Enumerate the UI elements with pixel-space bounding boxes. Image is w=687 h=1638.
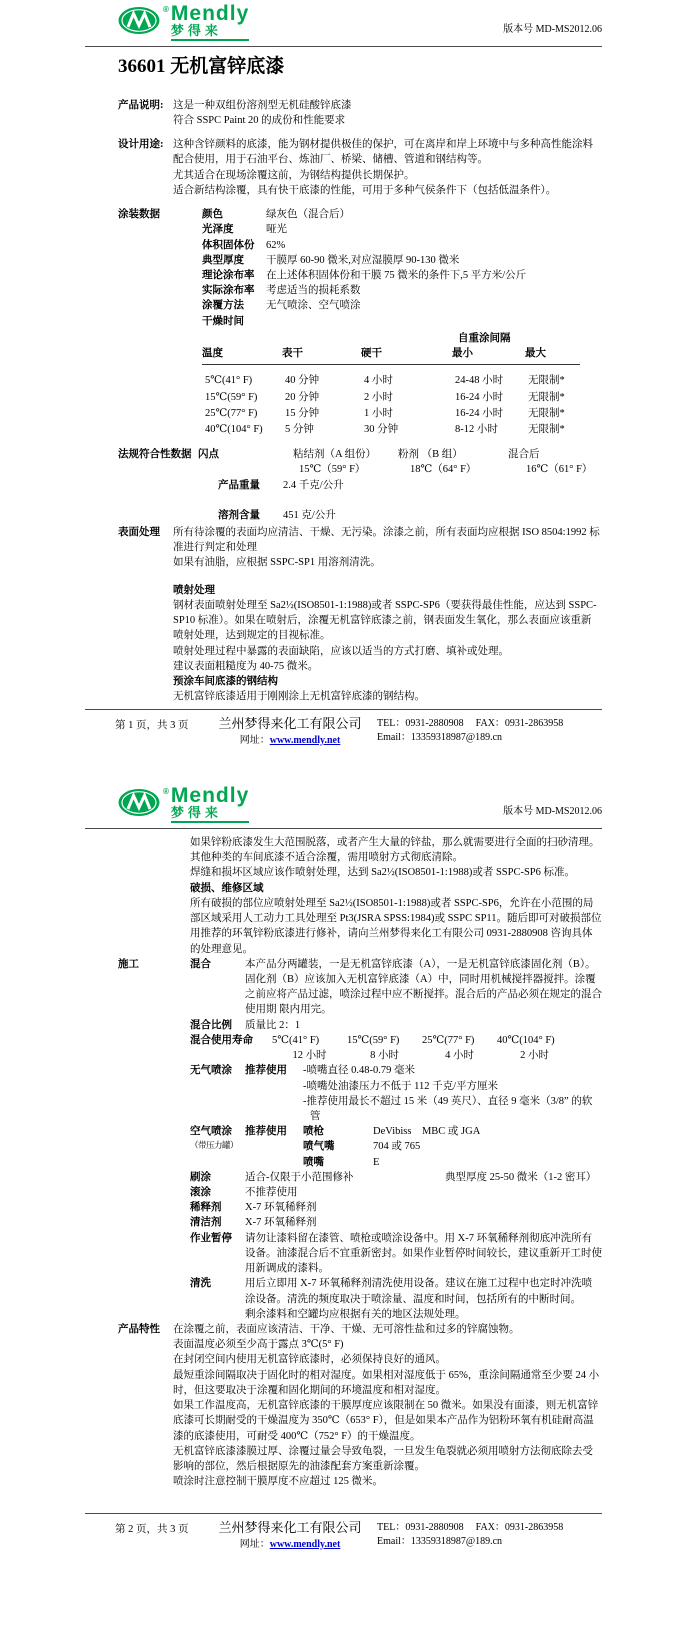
page1-footer: [85, 709, 602, 760]
fax-label: FAX：0931-2863958: [475, 717, 564, 729]
registered-mark: ®: [163, 787, 169, 796]
coating-row: 涂覆方法 无气喷涂、空气喷涂: [202, 300, 361, 312]
registered-mark: ®: [163, 5, 169, 14]
page-number: 第 2 页，共 3 页: [115, 1523, 189, 1535]
surface-subheading: 预涂车间底漆的钢结构: [173, 676, 278, 688]
airless-spec: -推荐使用最长不超过 15 米（49 英尺）、直径 9 毫米（3/8” 的软管: [303, 1095, 593, 1122]
header-divider: [85, 828, 602, 829]
section-coating-data: [118, 207, 602, 438]
surface-paragraph: 所有待涂覆的表面均应清洁、干燥、无污染。涂漆之前，所有表面均应根据 ISO 8504:1992 标准进行判定和处理: [173, 527, 600, 554]
coating-row: 体积固体份 62%: [202, 239, 286, 251]
recoat-interval-header: 自重涂间隔: [458, 332, 511, 344]
pot-life-time: 2 小时: [520, 1050, 549, 1062]
surface-paragraph: 焊缝和损坏区域应该作喷射处理，达到 Sa2½(ISO8501-1:1988)或者 SSPC-SP6 标准。: [190, 867, 576, 879]
page2-body: [85, 835, 602, 1489]
coating-row: 干燥时间: [202, 315, 244, 327]
section-label: 涂装数据: [118, 209, 160, 221]
brand-name-cn: 梦得来: [171, 23, 249, 41]
design-use-line: 适合新结构涂覆，具有快干底漆的性能，可用于多种气侯条件下（包括低温条件）。: [173, 184, 557, 196]
surface-subheading: 破损、维修区域: [190, 882, 264, 894]
drying-time-table: [202, 331, 580, 437]
pot-life-temp: 5℃(41° F): [272, 1034, 320, 1046]
pot-life-temp: 40℃(104° F): [497, 1034, 555, 1046]
cleanup-row: 清洗 用后立即用 X-7 环氧稀释剂清洗使用设备。建议在施工过程中也定时冲洗喷涂设备。清洗的频度取决于喷涂量、温度和时间，包括所有的中断时间。 剩余漆料和空罐均应根据有关的地区法规处理。: [190, 1276, 602, 1322]
section-label: 产品特性: [118, 1324, 160, 1335]
table-rule: [202, 364, 580, 365]
feature-paragraph: 最短重涂间隔取决于固化时的相对湿度。如果相对湿度低于 65%，重涂间隔通常至少要 24 小时，但这要取决于涂覆和固化期间的环境温度和相对湿度。: [173, 1369, 600, 1396]
surface-paragraph: 钢材表面喷射处理至 Sa2½(ISO8501-1:1988)或者 SSPC-SP6（要获得最佳性能，应达到 SSPC-SP10 标准）。如果在喷射后，涂覆无机富锌底漆之前，钢表面发生氧化，那么表面应该重新喷射处理，达到规定的目视标准。: [173, 599, 597, 642]
logo-wordmark: [171, 4, 249, 41]
nozzle-row: 喷嘴 E: [303, 1156, 380, 1168]
flashpoint-value-row: 15℃（59° F） 18℃（64° F） 16℃（61° F）: [299, 464, 593, 476]
feature-paragraph: 表面温度必须至少高于露点 3℃(5° F): [173, 1339, 344, 1351]
company-name: 兰州梦得来化工有限公司: [218, 1519, 362, 1535]
drying-table-header: 温度 表干 硬干 最小 最大: [202, 348, 546, 360]
product-desc-line: 这是一种双组份溶剂型无机硅酸锌底漆: [173, 99, 352, 111]
roller-row: 滚涂 不推荐使用: [190, 1187, 298, 1199]
airless-spec: -喷嘴处油漆压力不低于 112 千克/平方厘米: [303, 1080, 499, 1092]
logo-m-icon: [118, 788, 162, 817]
surface-paragraph: 如果锌粉底漆发生大范围脱落，或者产生大量的锌盐，那么就需要进行全面的扫砂清理。: [190, 837, 600, 848]
tel-label: TEL：0931-2880908: [377, 717, 464, 729]
website-label: 网址：: [239, 734, 270, 746]
section-label: 产品说明:: [118, 99, 164, 111]
page-header: [85, 786, 602, 828]
company-name: 兰州梦得来化工有限公司: [218, 715, 362, 731]
page-header: [85, 4, 602, 46]
brand-name-en: Mendly: [170, 2, 250, 25]
section-product-features: [118, 1322, 602, 1489]
section-surface-prep: [118, 525, 602, 704]
pot-life-temp: 25℃(77° F): [422, 1034, 475, 1046]
pot-life-times-row: [190, 1048, 602, 1063]
footer-divider: [85, 709, 602, 710]
pot-life-time: 8 小时: [370, 1050, 399, 1062]
version-label: 版本号 MD-MS2012.06: [503, 806, 602, 817]
solvent-content-row: 溶剂含量 451 克/公升: [218, 509, 336, 521]
brand-name-en: Mendly: [170, 784, 250, 807]
version-label: 版本号 MD-MS2012.06: [503, 24, 602, 35]
cleanup-paragraph: 用后立即用 X-7 环氧稀释剂清洗使用设备。建议在施工过程中也定时冲洗喷涂设备。清洗的频度取决于喷涂量、温度和时间，包括所有的中断时间。: [245, 1278, 593, 1305]
header-divider: [85, 46, 602, 47]
website-link[interactable]: www.mendly.net: [269, 1538, 341, 1550]
mix-ratio-row: 混合比例 质量比 2：1: [190, 1019, 301, 1031]
design-use-line: 这种含锌颜料的底漆，能为钢材提供极佳的保护，可在离岸和岸上环境中与多种高性能涂料配合使用，用于石油平台、炼油厂、桥梁、储槽、管道和钢结构等。: [173, 139, 593, 166]
page2-footer: [85, 1513, 602, 1564]
logo-m-icon: [118, 6, 162, 35]
footer-divider: [85, 1513, 602, 1514]
pot-life-row: 混合使用寿命 5℃(41° F) 15℃(59° F) 25℃(77° F) 40℃(104° F): [190, 1033, 602, 1048]
section-product-desc: [118, 98, 602, 128]
table-row: 15℃(59° F) 20 分钟 2 小时 16-24 小时 无限制*: [205, 391, 565, 403]
product-desc-line: 符合 SSPC Paint 20 的成份和性能要求: [173, 115, 346, 127]
air-nozzle-row: 喷气嘴 704 或 765: [303, 1141, 421, 1153]
section-design-use: [118, 137, 602, 198]
product-weight-row: 产品重量 2.4 千克/公升: [218, 479, 344, 491]
airless-spray-row: 无气喷涂 推荐使用 -喷嘴直径 0.48-0.79 毫米 -喷嘴处油漆压力不低于 112 千克/平方厘米 -推荐使用最长不超过 15 米（49 英尺）、直径 9 毫米（3/8” 的软管: [190, 1063, 602, 1124]
fax-label: FAX：0931-2863958: [475, 1521, 564, 1533]
logo-wordmark: [171, 786, 249, 823]
tel-label: TEL：0931-2880908: [377, 1521, 464, 1533]
email-label: Email：13359318987@189.cn: [377, 732, 503, 744]
page-title: 36601 无机富锌底漆: [118, 56, 285, 77]
brush-row: 刷涂 适合-仅限于小范围修补 典型厚度 25-50 微米（1-2 密耳）: [190, 1171, 597, 1183]
coating-row: 颜色 绿灰色（混合后）: [202, 209, 350, 221]
surface-paragraph: 其他种类的车间底漆不适合涂覆，需用喷射方式彻底清除。: [190, 852, 463, 864]
flashpoint-header-row: 闪点 粘结剂（A 组份） 粉剂 （B 组） 混合后: [198, 449, 540, 461]
surface-paragraph: 如果有油脂，应根据 SSPC-SP1 用溶剂清洗。: [173, 557, 381, 569]
surface-paragraph: 喷射处理过程中暴露的表面缺陷，应该以适当的方式打磨、填补或处理。: [173, 645, 509, 657]
section-label: 表面处理: [118, 527, 160, 539]
cleaner-row: 清洁剂 X-7 环氧稀释剂: [190, 1217, 317, 1229]
feature-paragraph: 喷涂时注意控制干膜厚度不应超过 125 微米。: [173, 1476, 383, 1488]
spray-gun-row: 喷枪 DeVibiss MBC 或 JGA: [303, 1126, 481, 1138]
table-row: 5℃(41° F) 40 分钟 4 小时 24-48 小时 无限制*: [205, 375, 565, 387]
section-application: [118, 957, 602, 1322]
pot-life-temp: 15℃(59° F): [347, 1034, 400, 1046]
mendly-logo: [118, 4, 249, 41]
surface-paragraph: 建议表面粗糙度为 40-75 微米。: [173, 660, 319, 672]
feature-paragraph: 如果工作温度高，无机富锌底漆的干膜厚度应该限制在 50 微米。如果没有面漆，则无机富锌底漆可长期耐受的干燥温度为 350℃（653° F），但是如果本产品作为铝粉环氧有机硅耐高温漆的底漆使用，可耐受 400℃（752° F）的干燥温度。: [173, 1400, 599, 1442]
page1-body: [85, 89, 602, 705]
surface-paragraph: 所有破损的部位应喷射处理至 Sa2½(ISO8501-1:1988)或者 SSPC-SP6，允许在小范围的局部区域采用人工动力工具处理至 Pt3(JSRA SPSS:1984)或 SSPC SP11。随后即可对破损部位用推荐的环氧锌粉底漆进行修补，请向兰州梦得来化工有限公司 0931-2880908 咨询具体的处理意见。: [190, 897, 602, 955]
coating-row: 实际涂布率 考虑适当的损耗系数: [202, 285, 361, 297]
website-link[interactable]: www.mendly.net: [269, 734, 341, 746]
feature-paragraph: 在封闭空间内使用无机富锌底漆时，必须保持良好的通风。: [173, 1354, 446, 1366]
table-row: 40℃(104° F) 5 分钟 30 分钟 8-12 小时 无限制*: [205, 423, 565, 435]
cleanup-paragraph: 剩余漆料和空罐均应根据有关的地区法规处理。: [245, 1308, 466, 1320]
section-label: 法规符合性数据: [118, 449, 192, 461]
mendly-logo: [118, 786, 249, 823]
table-row: 25℃(77° F) 15 分钟 1 小时 16-24 小时 无限制*: [205, 407, 565, 419]
section-label: 设计用途:: [118, 139, 164, 151]
pot-life-time: 12 小时: [292, 1050, 327, 1062]
pressure-pot-note: （带压力罐）: [190, 1140, 239, 1151]
surface-paragraph: 无机富锌底漆适用于刚刚涂上无机富锌底漆的钢结构。: [173, 691, 425, 703]
page-1: [0, 0, 687, 760]
mixing-row: 混合 本产品分两罐装，一是无机富锌底漆（A），一是无机富锌底漆固化剂（B）。固化剂（B）应该加入无机富锌底漆（A）中，同时用机械搅拌器搅拌。涂覆之前应将产品过滤，喷涂过程中应不断搅拌。混合后的产品必须在规定的混合使用期 限内用完。: [190, 958, 602, 1016]
feature-paragraph: 在涂覆之前，表面应该清洁、干净、干燥、无可溶性盐和过多的锌腐蚀物。: [173, 1324, 520, 1335]
page-2: [0, 782, 687, 1564]
brand-name-cn: 梦得来: [171, 805, 249, 823]
coating-row: 光泽度 哑光: [202, 224, 287, 236]
coating-row: 典型厚度 干膜厚 60-90 微米,对应湿膜厚 90-130 微米: [202, 254, 460, 266]
section-surface-cont: [118, 835, 602, 957]
coating-row: 理论涂布率 在上述体积固体份和干膜 75 微米的条件下,5 平方米/公斤: [202, 269, 527, 281]
design-use-line: 尤其适合在现场涂覆这前，为钢结构提供长期保护。: [173, 169, 415, 181]
air-spray-row: 空气喷涂 （带压力罐） 推荐使用 喷枪 DeVibiss MBC 或 JGA 喷气嘴 704 或 765 喷嘴 E: [190, 1124, 602, 1170]
feature-paragraph: 无机富锌底漆漆膜过厚、涂覆过量会导致龟裂，一旦发生龟裂就必须用喷射方法彻底除去受影响的部位，然后根据原先的油漆配套方案重新涂覆。: [173, 1445, 593, 1472]
pot-life-time: 4 小时: [445, 1050, 474, 1062]
section-regulatory: [118, 447, 602, 523]
surface-subheading: 喷射处理: [173, 584, 215, 596]
website-label: 网址：: [239, 1538, 270, 1550]
email-label: Email：13359318987@189.cn: [377, 1536, 503, 1548]
work-pause-row: 作业暂停 请勿让漆料留在漆管、喷枪或喷涂设备中。用 X-7 环氧稀释剂彻底冲洗所有设备。油漆混合后不宜重新密封。如果作业暂停时间较长，建议重新开工时使用新调成的漆料。: [190, 1232, 602, 1275]
thinner-row: 稀释剂 X-7 环氧稀释剂: [190, 1202, 317, 1214]
section-label: 施工: [118, 958, 139, 970]
airless-spec: -喷嘴直径 0.48-0.79 毫米: [303, 1065, 415, 1077]
page-number: 第 1 页，共 3 页: [115, 719, 189, 731]
